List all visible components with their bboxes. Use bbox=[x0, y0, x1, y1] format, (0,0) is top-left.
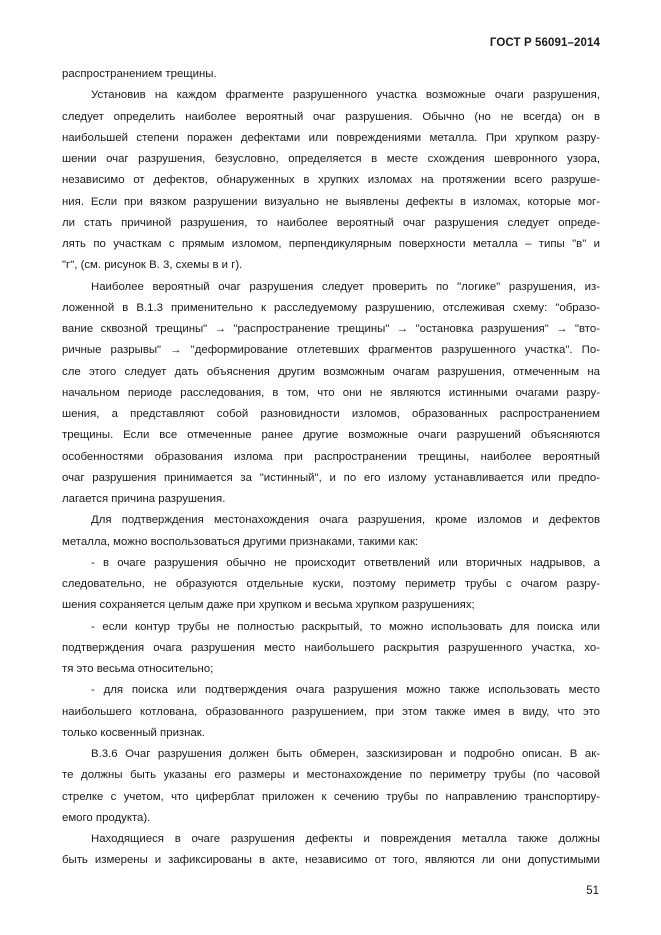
page-number: 51 bbox=[586, 885, 599, 897]
text-line: трещины. Если все отмеченные ранее другие возможные очаги разрушений объясняются bbox=[62, 429, 600, 442]
text-line: следует определить наиболее вероятный очаг разрушения. Обычно (но не всегда) он в bbox=[62, 110, 600, 123]
text-line: ложенной в В.1.3 применительно к расследуемому разрушению, отслеживая схему: "образо- bbox=[62, 301, 600, 314]
text-line: ния. Если при вязком разрушении визуально не выявлены дефекты в изломах, которые мог- bbox=[62, 195, 600, 208]
text-line: наибольшего котлована, образованного разрушением, при этом также имея в виду, что это bbox=[62, 705, 600, 718]
text-line: - для поиска или подтверждения очага разрушения можно также использовать место bbox=[91, 684, 600, 697]
text-line: шения, а представляют собой разновидности изломов, образованных распространением bbox=[62, 408, 600, 420]
text-line: - если контур трубы не полностью раскрытый, то можно использовать для поиска или bbox=[91, 620, 600, 633]
text-line: лять по участкам с прямым изломом, перпендикулярным поверхности металла – типы "в" и bbox=[62, 238, 600, 250]
text-line: шении очаг разрушения, безусловно, определяется в месте схождения шевронного узора, bbox=[62, 153, 600, 165]
text-line: подтверждения очага разрушения место наибольшего раскрытия разрушенного участка, хо- bbox=[62, 641, 600, 654]
text-line: В.3.6 Очаг разрушения должен быть обмерен, зазскизирован и подробно описан. В ак- bbox=[91, 748, 600, 760]
text-line: - в очаге разрушения обычно не происходит ответвлений или вторичных надрывов, а bbox=[91, 556, 600, 569]
text-line: Установив на каждом фрагменте разрушенного участка возможные очаги разрушения, bbox=[91, 89, 600, 102]
text-line: независимо от дефектов, обнаруженных в хрупких изломах на протяжении всего разруше- bbox=[62, 174, 600, 187]
text-line: только косвенный признак. bbox=[62, 726, 205, 739]
text-line: быть измерены и зафиксированы в акте, независимо от того, являются ли они допустимыми bbox=[62, 854, 600, 867]
document-code: ГОСТ Р 56091–2014 bbox=[489, 37, 600, 49]
text-line: следовательно, не образуются отдельные куски, поэтому периметр трубы с очагом разру- bbox=[62, 578, 600, 590]
text-line: лагается причина разрушения. bbox=[62, 493, 226, 505]
text-line: те должны быть указаны его размеры и местонахождение по периметру трубы (по часовой bbox=[62, 769, 600, 782]
text-line: ли стать причиной разрушения, то наиболее вероятный очаг разрушения следует опреде- bbox=[62, 216, 600, 229]
text-line: емого продукта). bbox=[62, 811, 151, 824]
text-line: Для подтверждения местонахождения очага разрушения, кроме изломов и дефектов bbox=[91, 514, 600, 527]
text-line: распространением трещины. bbox=[62, 68, 217, 80]
text-line: тя это весьма относительно; bbox=[62, 663, 214, 675]
text-line: очаг разрушения принимается за "истинный", и по его излому устанавливается или предпо- bbox=[62, 471, 600, 484]
text-line: Наиболее вероятный очаг разрушения следует проверить по "логике" разрушения, из- bbox=[91, 280, 600, 293]
text-line: стрелке с учетом, что циферблат приложен к сечению трубы по направлению транспортиру- bbox=[62, 790, 600, 803]
text-line: начальном периоде расследования, в том, что они не являются истинными очагами разру- bbox=[62, 386, 600, 399]
text-line: наибольшей степени поражен дефектами или повреждениями металла. При хрупком разру- bbox=[62, 131, 600, 144]
text-line: металла, можно воспользоваться другими признаками, такими как: bbox=[62, 535, 419, 548]
text-line: сле этого следует дать объяснения другим возможным очагам разрушения, отмеченным на bbox=[62, 365, 600, 378]
text-line: ричные разрывы" → "деформирование отлетевших фрагментов разрушенного участка". По- bbox=[62, 344, 600, 357]
text-line: вание сквозной трещины" → "распространение трещины" → "остановка разрушения" → "вто- bbox=[62, 323, 600, 335]
text-line: "г", (см. рисунок В. 3, схемы в и г). bbox=[62, 259, 243, 272]
body-text bbox=[62, 64, 600, 872]
text-line: особенностями образования излома при распространении трещины, наиболее вероятный bbox=[62, 450, 600, 463]
text-line: Находящиеся в очаге разрушения дефекты и повреждения металла также должны bbox=[91, 833, 600, 845]
text-line: шения сохраняется целым даже при хрупком и весьма хрупком разрушениях; bbox=[62, 599, 475, 612]
